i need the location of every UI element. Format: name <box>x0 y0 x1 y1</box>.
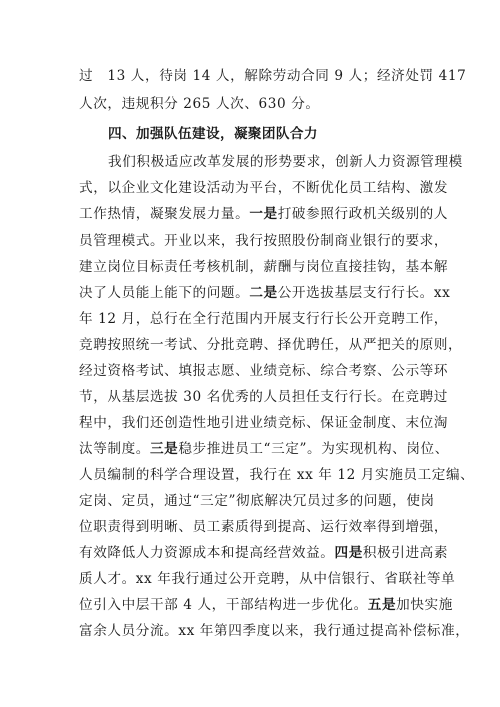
text-line: 竞聘按照统一考试、分批竞聘、择优聘任，从严把关的原则， <box>79 337 463 353</box>
text-segment: 工作热情，凝聚发展力量。 <box>79 206 250 222</box>
emphasis-label: 二是 <box>249 285 278 301</box>
text-line: 质人才。xx 年我行通过公开竞聘，从中信银行、省联社等单 <box>79 571 456 587</box>
emphasis-label: 五是 <box>367 597 397 613</box>
emphasis-label: 三是 <box>149 441 179 457</box>
text-line <box>79 439 449 459</box>
text-line: 员管理模式。开业以来，我行按照股份制商业银行的要求， <box>79 233 449 249</box>
text-line: 经过资格考试、填报志愿、业绩竞标、综合考察、公示等环 <box>79 363 449 379</box>
text-line: 年 12 月，总行在全行范围内开展支行行长公开竞聘工作， <box>79 311 448 327</box>
text-line: 我们积极适应改革发展的形势要求，创新人力资源管理模 <box>108 154 463 170</box>
text-segment: 有效降低人力资源成本和提高经营效益。 <box>79 545 335 561</box>
text-segment: 位引入中层干部 4 人，干部结构进一步优化。 <box>79 597 368 613</box>
text-line: 富余人员分流。xx 年第四季度以来，我行通过提高补偿标准， <box>79 623 470 639</box>
text-segment: 稳步推进员工“三定”。为实现机构、岗位、 <box>178 441 449 457</box>
text-segment: 决了人员能上能下的问题。 <box>79 285 250 301</box>
text-segment: 公开选拔基层支行行长。xx <box>277 285 451 301</box>
emphasis-label: 四是 <box>334 545 363 561</box>
text-segment: 加快实施 <box>396 597 453 613</box>
text-line: 人员编制的科学合理设置，我行在 xx 年 12 月实施员工定编、 <box>79 467 475 483</box>
text-line: 节，从基层选拔 30 名优秀的人员担任支行行长。在竞聘过 <box>79 389 448 405</box>
section-heading: 四、加强队伍建设，凝聚团队合力 <box>108 126 318 142</box>
text-line: 人次，违规积分 265 人次、630 分。 <box>79 96 320 112</box>
text-line <box>79 543 449 563</box>
text-line <box>79 204 449 224</box>
text-segment: 积极引进高素 <box>362 545 449 561</box>
text-line: 定岗、定员，通过“三定”彻底解决冗员过多的问题，使岗 <box>79 493 435 509</box>
text-line <box>79 283 451 303</box>
text-segment: 汰等制度。 <box>79 441 150 457</box>
emphasis-label: 一是 <box>249 206 278 222</box>
text-line: 位职责得到明晰、员工素质得到提高、运行效率得到增强， <box>79 519 449 535</box>
text-segment: 打破参照行政机关级别的人 <box>277 206 449 222</box>
text-line: 过 13 人，待岗 14 人，解除劳动合同 9 人；经济处罚 417 <box>79 68 467 84</box>
text-line <box>79 595 453 615</box>
text-line: 式，以企业文化建设活动为平台，不断优化员工结构、激发 <box>79 180 449 196</box>
text-line: 程中，我们还创造性地引进业绩竞标、保证金制度、末位淘 <box>79 415 449 431</box>
text-line: 建立岗位目标责任考核机制，薪酬与岗位直接挂钩，基本解 <box>79 259 449 275</box>
